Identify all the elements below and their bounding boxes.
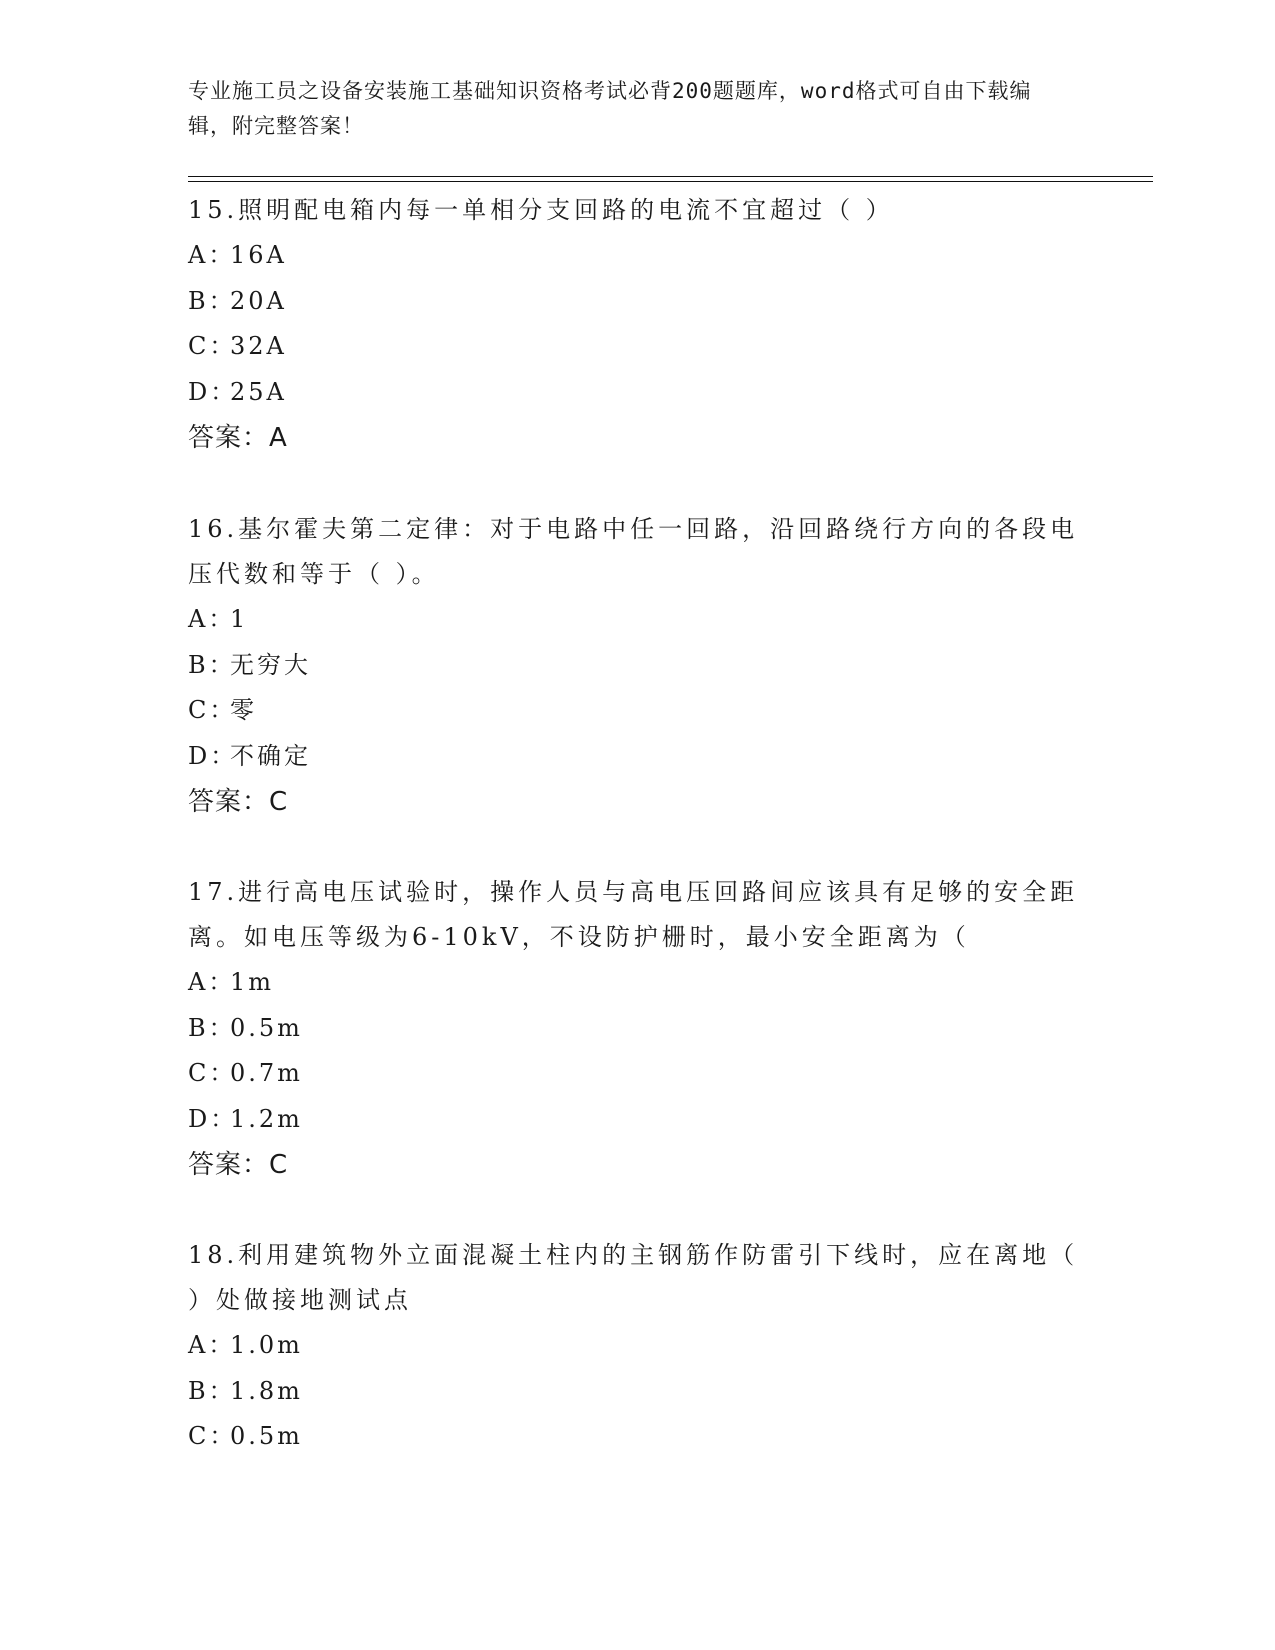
option-value: 1m: [230, 968, 275, 996]
option-key: C：: [188, 1059, 237, 1087]
option-key: A：: [188, 241, 236, 269]
option-a: [188, 233, 1088, 279]
option-key: C：: [188, 1422, 237, 1450]
option-value: 0.5m: [230, 1422, 303, 1450]
option-value: 25A: [230, 377, 287, 406]
option-value: 1.8m: [230, 1376, 303, 1405]
option-b: [188, 1369, 1088, 1415]
answer-text: 答案：C: [188, 787, 289, 817]
option-value: 1.0m: [230, 1331, 303, 1359]
option-a: [188, 1323, 1088, 1369]
option-c: [188, 1414, 1088, 1460]
option-d: [188, 370, 1088, 416]
option-c: [188, 688, 1088, 734]
option-key: D：: [188, 741, 238, 770]
question-text: 16.基尔霍夫第二定律：对于电路中任一回路，沿回路绕行方向的各段电压代数和等于（ ）。: [188, 515, 1079, 588]
header-divider-bottom: [188, 181, 1153, 182]
option-a: [188, 960, 1088, 1006]
question-text: 18.利用建筑物外立面混凝土柱内的主钢筋作防雷引下线时，应在离地（ ）处做接地测试点: [188, 1241, 1079, 1314]
option-b: [188, 643, 1088, 689]
option-value: 0.5m: [230, 1013, 303, 1042]
option-value: 16A: [230, 241, 287, 269]
option-value: 0.7m: [230, 1059, 303, 1087]
option-b: [188, 279, 1088, 325]
option-key: C：: [188, 332, 237, 360]
option-d: [188, 1097, 1088, 1143]
option-d: [188, 734, 1088, 780]
header-text: 专业施工员之设备安装施工基础知识资格考试必背200题题库，word格式可自由下载编辑，附完整答案！: [188, 79, 1032, 138]
option-key: B：: [188, 1376, 236, 1405]
question-18: [188, 1233, 1088, 1460]
option-value: 不确定: [230, 741, 311, 770]
option-value: 1: [230, 605, 249, 633]
question-text: 17.进行高电压试验时，操作人员与高电压回路间应该具有足够的安全距离。如电压等级为6-10kV，不设防护栅时，最小安全距离为（: [188, 878, 1079, 951]
option-value: 零: [230, 696, 257, 724]
option-value: 1.2m: [230, 1104, 303, 1133]
option-c: [188, 324, 1088, 370]
question-text: 15.照明配电箱内每一单相分支回路的电流不宜超过（ ）: [188, 196, 894, 224]
option-key: D：: [188, 1104, 238, 1133]
question-15: [188, 188, 1088, 461]
option-key: D：: [188, 377, 238, 406]
answer-text: 答案：A: [188, 423, 288, 453]
answer-text: 答案：C: [188, 1150, 289, 1180]
document-header: [188, 74, 1068, 144]
option-key: B：: [188, 650, 236, 679]
option-value: 32A: [230, 332, 287, 360]
option-key: B：: [188, 1013, 236, 1042]
header-divider-top: [188, 176, 1153, 177]
option-key: A：: [188, 1331, 236, 1359]
option-key: C：: [188, 696, 237, 724]
option-a: [188, 597, 1088, 643]
option-key: A：: [188, 968, 236, 996]
option-c: [188, 1051, 1088, 1097]
option-value: 20A: [230, 286, 287, 315]
option-key: A：: [188, 605, 236, 633]
question-17: [188, 870, 1088, 1188]
option-key: B：: [188, 286, 236, 315]
option-b: [188, 1006, 1088, 1052]
option-value: 无穷大: [230, 650, 311, 679]
question-16: [188, 507, 1088, 825]
